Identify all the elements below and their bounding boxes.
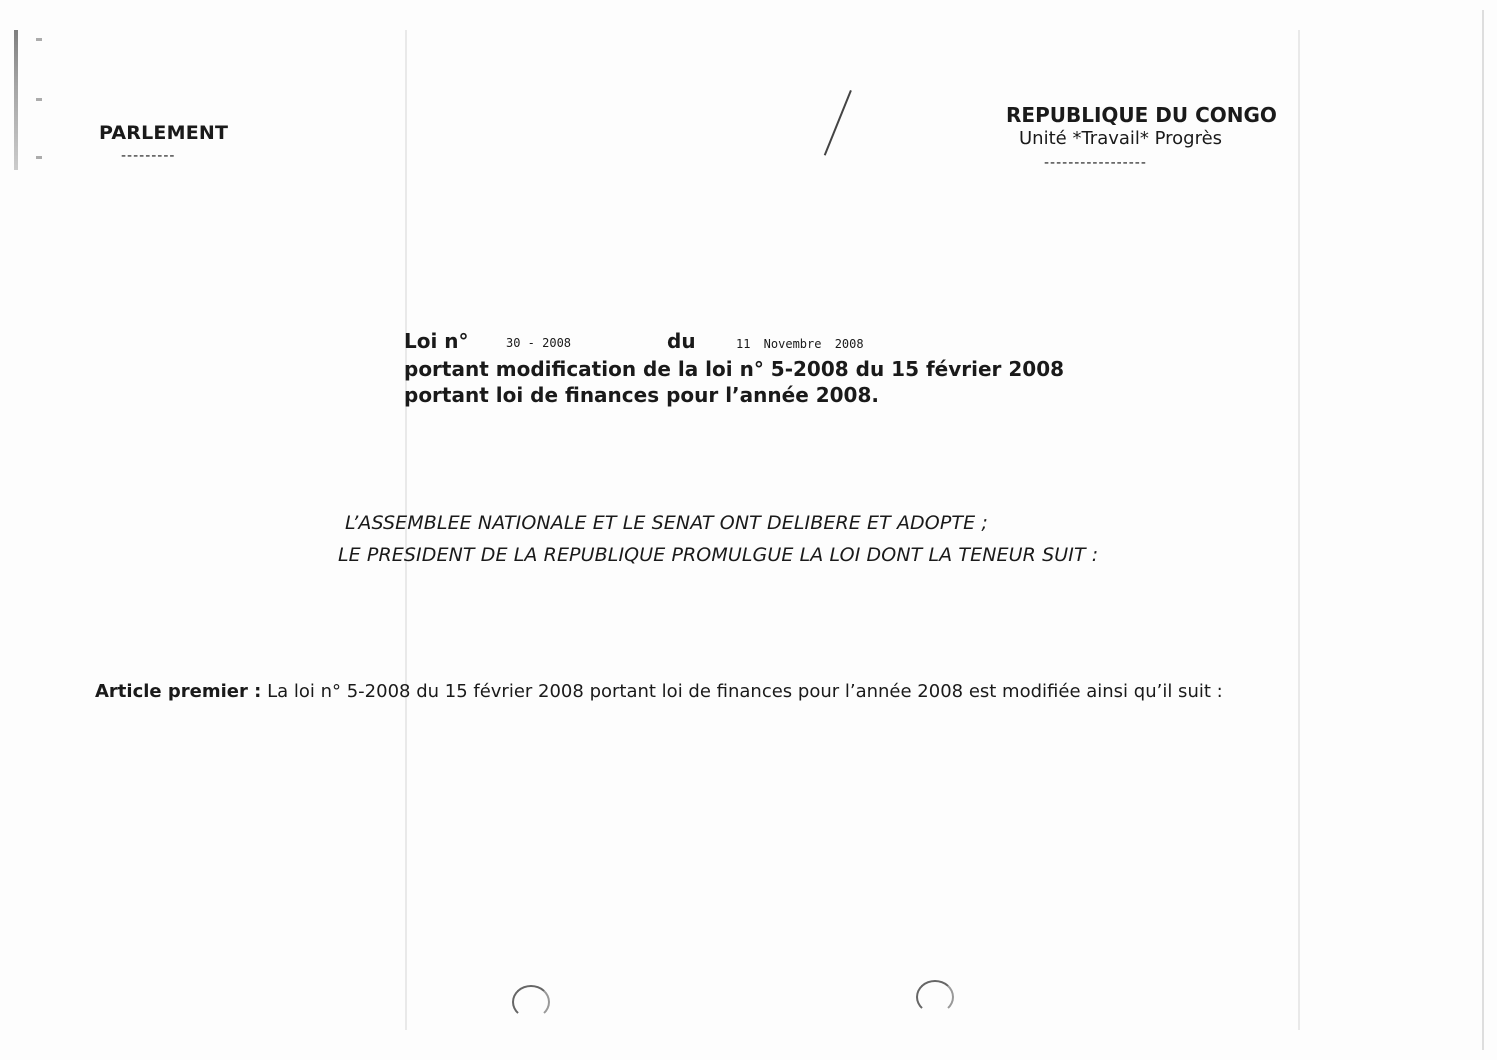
bleed-artifact <box>1482 10 1484 1050</box>
punch-hole <box>916 980 954 1014</box>
law-label: Loi n° <box>404 329 469 353</box>
scan-edge-mark <box>36 38 42 41</box>
header-parlement-separator: --------- <box>121 148 176 164</box>
scan-edge-mark <box>36 156 42 159</box>
pen-stroke <box>824 90 852 156</box>
law-number: 30 - 2008 <box>506 336 572 350</box>
law-title-line-1: portant modification de la loi n° 5-2008 du 15 février 2008 <box>404 357 1065 381</box>
header-parlement: PARLEMENT <box>99 122 229 144</box>
scan-edge-mark <box>14 30 18 170</box>
article-premier <box>95 681 1223 702</box>
preamble-line-2: LE PRESIDENT DE LA REPUBLIQUE PROMULGUE LA LOI DONT LA TENEUR SUIT : <box>338 544 1099 566</box>
law-title-line-2: portant loi de finances pour l’année 2008. <box>404 383 879 407</box>
scan-edge-mark <box>36 98 42 101</box>
bleed-artifact <box>1298 30 1300 1030</box>
article-label: Article premier : <box>95 681 262 702</box>
article-text: La loi n° 5-2008 du 15 février 2008 portant loi de finances pour l’année 2008 est modifiée ainsi qu’il suit : <box>261 681 1223 702</box>
header-motto: Unité *Travail* Progrès <box>1019 128 1223 149</box>
header-republique: REPUBLIQUE DU CONGO <box>1006 103 1277 127</box>
header-republique-separator: ----------------- <box>1044 155 1147 171</box>
law-date-label: du <box>667 329 696 353</box>
law-date: 11 Novembre 2008 <box>736 337 864 351</box>
punch-hole <box>512 985 550 1019</box>
preamble-line-1: L’ASSEMBLEE NATIONALE ET LE SENAT ONT DELIBERE ET ADOPTE ; <box>345 512 988 534</box>
